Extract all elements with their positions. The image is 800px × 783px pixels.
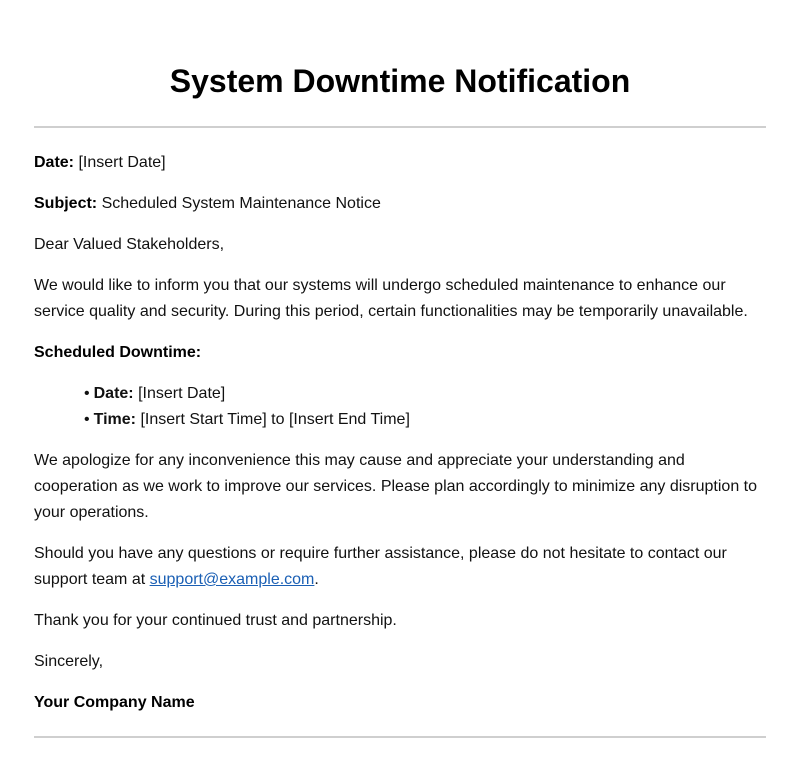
date-label: Date: — [34, 154, 75, 171]
downtime-time-label: Time: — [93, 411, 136, 428]
subject-value: Scheduled System Maintenance Notice — [101, 195, 381, 212]
greeting: Dear Valued Stakeholders, — [34, 236, 225, 253]
company-name: Your Company Name — [34, 694, 195, 711]
subject-label: Subject: — [34, 195, 98, 212]
downtime-date-value: [Insert Date] — [138, 385, 226, 402]
signature — [34, 690, 766, 716]
contact-paragraph — [34, 541, 766, 593]
date-line — [34, 150, 766, 176]
page-title: System Downtime Notification — [169, 63, 631, 99]
bottom-divider — [34, 736, 766, 738]
bullet-icon: • — [84, 385, 90, 402]
list-item — [84, 381, 766, 407]
contact-text: Should you have any questions or require further assistance, please do not hesitate to contact our support team at — [34, 545, 727, 588]
notification-document — [34, 0, 766, 738]
downtime-heading — [34, 340, 766, 366]
subject-line — [34, 191, 766, 217]
intro-paragraph: We would like to inform you that our systems will undergo scheduled maintenance to enhance our service quality and security. During this period, certain functionalities may be temporarily unavailable. — [34, 277, 748, 320]
top-divider — [34, 126, 766, 128]
support-email-link[interactable]: support@example.com — [149, 571, 315, 588]
list-item — [84, 407, 766, 433]
downtime-time-value: [Insert Start Time] to [Insert End Time] — [140, 411, 410, 428]
date-value: [Insert Date] — [78, 154, 166, 171]
contact-end: . — [314, 571, 319, 588]
downtime-date-label: Date: — [93, 385, 134, 402]
downtime-list — [34, 381, 766, 433]
apology-paragraph: We apologize for any inconvenience this may cause and appreciate your understanding and cooperation as we work to improve our services. Please plan accordingly to minimize any disruption to your operations. — [34, 452, 758, 521]
bullet-icon: • — [84, 411, 90, 428]
downtime-heading-text: Scheduled Downtime: — [34, 344, 202, 361]
closing: Sincerely, — [34, 653, 104, 670]
thanks-paragraph: Thank you for your continued trust and partnership. — [34, 612, 397, 629]
